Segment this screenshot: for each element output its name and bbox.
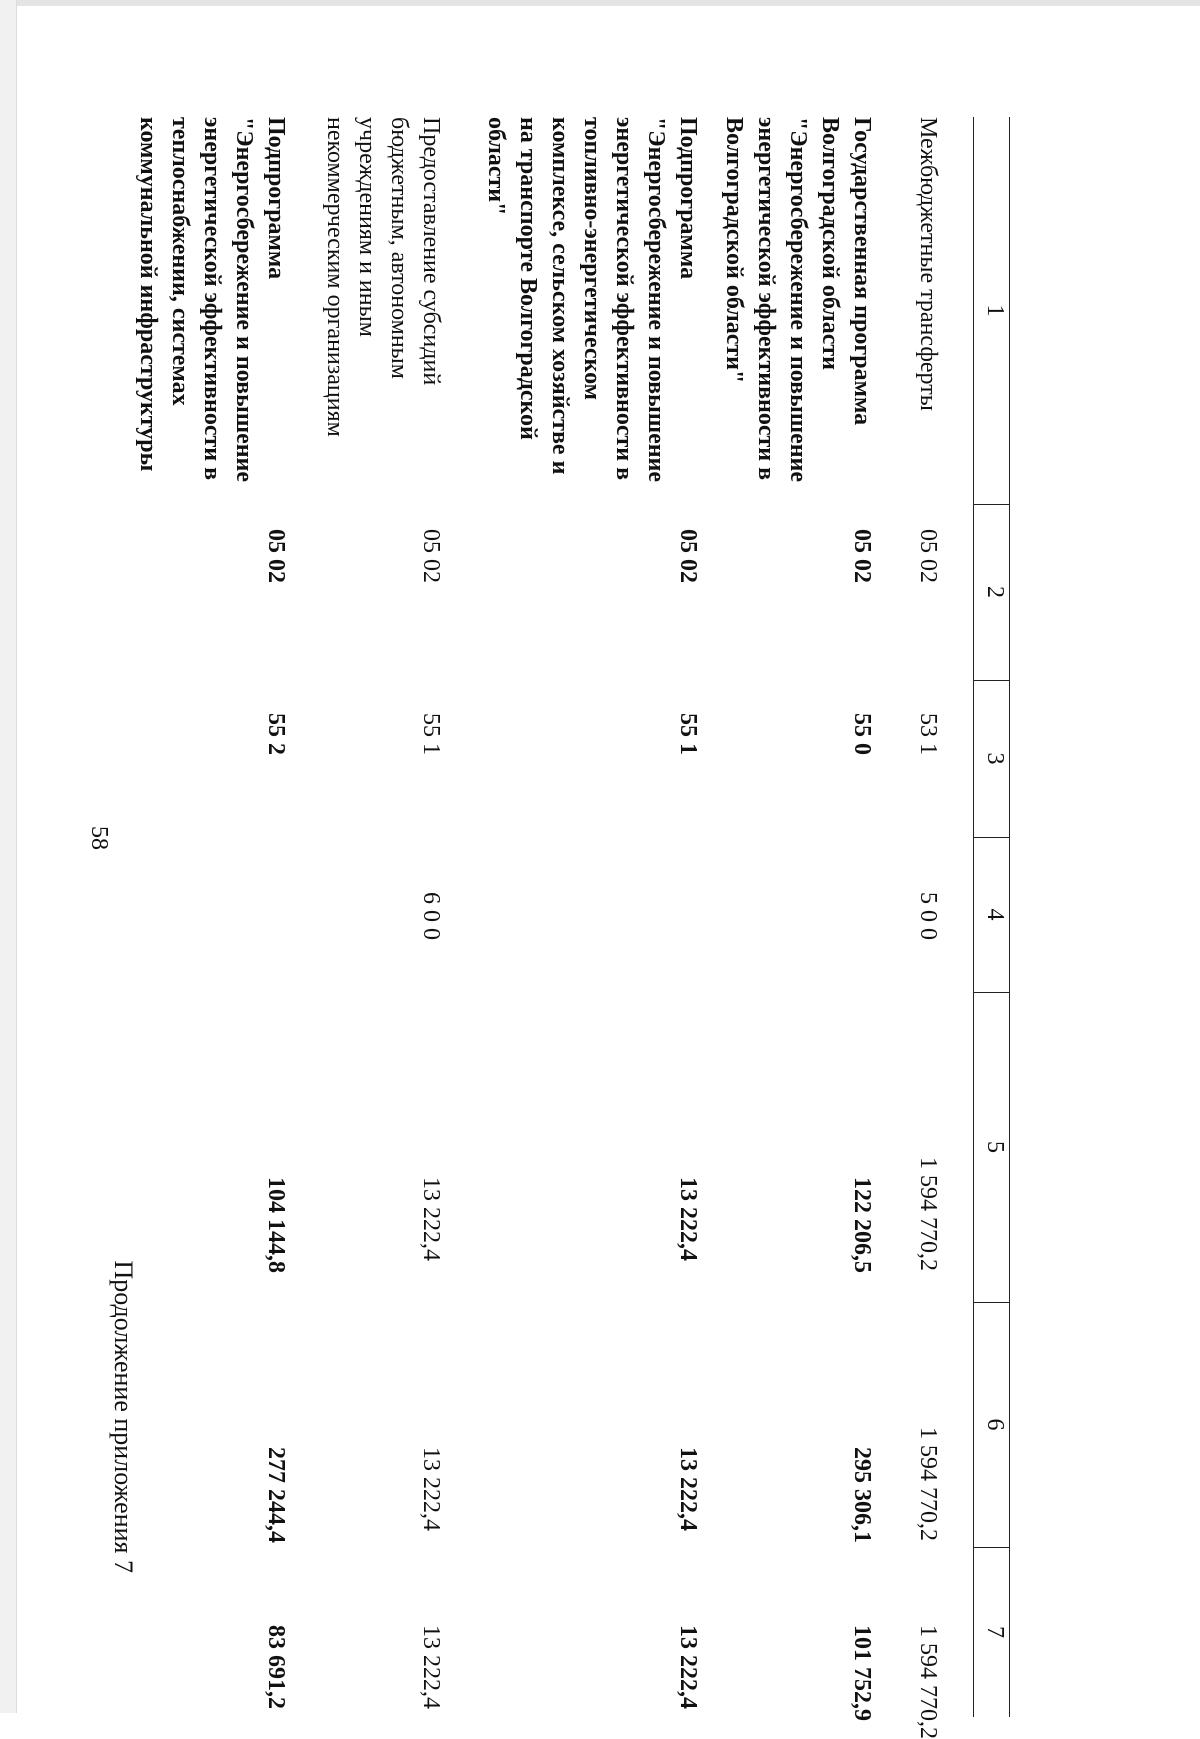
row-1-col7: 1 594 770,2 (915, 1625, 941, 1739)
row-5-col6: 277 244,4 (263, 1447, 289, 1543)
row-3-col7: 13 222,4 (675, 1625, 701, 1709)
row-1-name: Межбюджетные трансферты (915, 117, 941, 411)
row-1-col2: 05 02 (915, 529, 941, 583)
row-4-col4: 6 0 0 (418, 892, 444, 940)
row-3-col2: 05 02 (675, 529, 701, 583)
row-2-col2: 05 02 (849, 529, 875, 583)
header-col-4: 4 (982, 908, 1008, 921)
header-col-3: 3 (982, 752, 1008, 765)
row-3-col5: 13 222,4 (675, 1177, 701, 1261)
row-1-col3: 53 1 (915, 713, 941, 755)
header-col-6: 6 (982, 1418, 1008, 1431)
row-4-col7: 13 222,4 (418, 1625, 444, 1709)
row-4-col3: 55 1 (418, 713, 444, 755)
row-5-col5: 104 144,8 (263, 1177, 289, 1273)
row-1-col6: 1 594 770,2 (915, 1427, 941, 1541)
row-1-col4: 5 0 0 (915, 892, 941, 940)
row-2-name: Государственная программа Волгоградской области "Энергосбережение и повышение энергетической эффективности в Волгоградской области" (721, 117, 875, 483)
row-2-col5: 122 206,5 (849, 1177, 875, 1273)
budget-table (10, 117, 1010, 1739)
row-4-name: Предоставление субсидий бюджетным, автономным учреждениям и иным некоммерческим организациям (322, 117, 444, 437)
row-2-col3: 55 0 (849, 713, 875, 755)
header-col-2: 2 (982, 586, 1008, 598)
row-5-col2: 05 02 (263, 529, 289, 583)
row-4-col6: 13 222,4 (418, 1447, 444, 1531)
table-top-rule (1009, 117, 1010, 1717)
header-col-7: 7 (982, 1626, 1008, 1638)
row-3-col6: 13 222,4 (675, 1447, 701, 1531)
continuation-note: Продолжение приложения 7 (109, 1260, 138, 1573)
row-4-col5: 13 222,4 (418, 1177, 444, 1261)
header-bottom-rule (973, 117, 974, 1717)
row-5-col7: 83 691,2 (263, 1625, 289, 1709)
row-3-col3: 55 1 (675, 713, 701, 755)
row-3-name: Подпрограмма "Энергосбережение и повышение энергетической эффективности в топливно-энергетическом комплексе, сельском хозяйстве и на транспорте Волгоградской области" (483, 117, 701, 483)
row-4-col2: 05 02 (418, 529, 444, 583)
header-col-1: 1 (982, 304, 1008, 317)
row-1-col5: 1 594 770,2 (915, 1157, 941, 1271)
page-number: 58 (86, 826, 112, 850)
row-2-col7: 101 752,9 (849, 1625, 875, 1721)
header-col-5: 5 (982, 1141, 1008, 1153)
row-2-col6: 295 306,1 (849, 1447, 875, 1543)
row-5-name: Подпрограмма "Энергосбережение и повышение энергетической эффективности в теплоснабжении, системах коммунальной инфраструктуры (135, 117, 289, 483)
row-5-col3: 55 2 (263, 713, 289, 755)
